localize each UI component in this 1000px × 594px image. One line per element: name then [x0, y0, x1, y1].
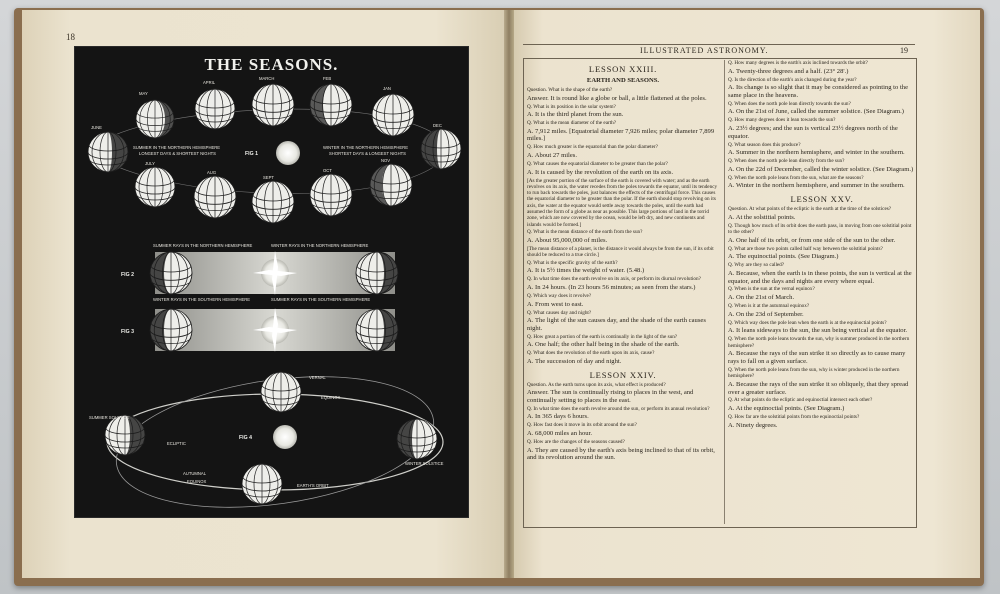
- fig4-vernal-label: VERNAL: [309, 375, 326, 380]
- question-text: Q. How many degrees is the earth's axis inclined towards the orbit?: [728, 60, 868, 66]
- answer-text: A. At the solstitial points.: [728, 213, 796, 221]
- seasons-plate: [74, 46, 469, 518]
- fig4-sun: [273, 425, 297, 449]
- question-text: Q. Though how much of its orbit does the earth pass, in moving from one solstitial point to the other?: [728, 222, 912, 236]
- question-text: Q. Is the direction of the earth's axis changed during the year?: [728, 76, 857, 83]
- answer-text: A. Because, when the earth is in these points, the sun is vertical at the equator, and the days and nights are every where equal.: [728, 269, 912, 285]
- fig2-label: FIG 2: [121, 272, 134, 278]
- header-rule: [523, 44, 915, 45]
- question-text: Q. When the north pole leans from the sun, why is winter produced in the northern hemisphere?: [728, 366, 900, 380]
- fig4-globe-autumnal: [242, 464, 282, 504]
- fig1-globe-march: [252, 84, 294, 126]
- fig1-globe-feb: [310, 84, 352, 126]
- answer-text: A. The succession of day and night.: [527, 357, 622, 365]
- answer-text: A. It is 5½ times the weight of water. (5.48.): [527, 267, 645, 275]
- lesson-heading: LESSON XXIII.: [588, 64, 658, 74]
- fig1-globe-june: [88, 132, 128, 172]
- answer-text: A. Winter in the northern hemisphere, and summer in the southern.: [728, 182, 905, 190]
- question-text: Q. In what time does the earth revolve on its axis, or perform its diurnal revolution?: [527, 276, 701, 283]
- question-text: Q. Which way does the pole lean when the earth is at the equinoctial points?: [728, 319, 887, 326]
- right-page-number: 19: [900, 46, 908, 55]
- note-text: [The mean distance of a planet, is the distance it would always be from the sun, if its orbit should be reduced to a true circle.]: [527, 245, 714, 259]
- month-label-aug: AUG: [207, 170, 217, 175]
- fig2-top-left-label: SUMMER RAYS IN THE NORTHERN HEMISPHERE: [153, 243, 253, 248]
- fig1-globe-dec: [421, 129, 461, 169]
- answer-text: A. At the equinoctial points. (See Diagram.): [728, 405, 845, 413]
- fig1-globe-july: [135, 167, 175, 207]
- month-label-feb: FEB: [323, 76, 332, 81]
- answer-text: A. About 95,000,000 of miles.: [527, 236, 608, 244]
- answer-text: A. 68,000 miles an hour.: [527, 430, 593, 438]
- question-text: Q. When does the north pole lean directly from the sun?: [728, 158, 845, 165]
- answer-text: A. 7,912 miles. [Equatorial diameter 7,926 miles; polar diameter 7,899 miles.]: [527, 127, 715, 143]
- book-gutter: [504, 10, 514, 578]
- plate-illustration: [75, 47, 468, 517]
- question-text: Q. Which way does it revolve?: [527, 292, 592, 299]
- answer-text: A. It leans sideways to the sun, the sun being vertical at the equator.: [728, 327, 908, 335]
- question-text: Q. When does the north pole lean directly towards the sun?: [728, 100, 851, 107]
- question-text: Q. What season does this produce?: [728, 141, 801, 148]
- question-text: Question. At what points of the ecliptic is the earth at the time of the solstices?: [728, 206, 892, 213]
- fig3-globe-left: [150, 309, 192, 351]
- fig4-summer-solstice-label: SUMMER SOLSTICE: [89, 415, 130, 420]
- question-text: Question. What is the shape of the earth?: [527, 87, 613, 93]
- answer-text: A. They are caused by the earth's axis being inclined to that of its orbit, and its revolution around the sun.: [527, 446, 715, 462]
- question-text: Q. What causes the equatorial diameter to be greater than the polar?: [527, 160, 668, 167]
- answer-text: A. 23½ degrees; and the sun is vertical 23½ degrees north of the equator.: [728, 125, 898, 140]
- answer-text: A. About 27 miles.: [527, 152, 578, 160]
- fig2-globe-left: [150, 252, 192, 294]
- answer-text: A. In 24 hours. (In 23 hours 56 minutes; as seen from the stars.): [527, 284, 696, 292]
- answer-text: A. Because the rays of the sun strike it so obliquely, that they spread over a greater surface.: [728, 380, 909, 396]
- question-text: Q. When the north pole leans towards the sun, why is summer produced in the northern hemisphere?: [728, 336, 910, 349]
- question-text: Q. At what points do the ecliptic and equinoctial intersect each other?: [728, 397, 873, 404]
- fig2-globe-right: [356, 252, 398, 294]
- fig4-globe-vernal: [261, 372, 301, 412]
- fig1-globe-jan: [372, 94, 414, 136]
- month-label-july: JULY: [145, 161, 155, 166]
- question-text: Q. In what time does the earth revolve around the sun, or perform its annual revolution?: [527, 405, 710, 412]
- fig4-label: FIG 4: [239, 435, 252, 441]
- fig4-winter-solstice-label: WINTER SOLSTICE: [405, 461, 444, 466]
- fig2-bottom-right-label: SUMMER RAYS IN THE SOUTHERN HEMISPHERE: [271, 297, 371, 302]
- lesson-heading: LESSON XXIV.: [589, 369, 657, 380]
- fig4-earths-orbit-label: EARTH'S ORBIT: [297, 483, 329, 488]
- answer-text: A. On the 21st of June, called the summer solstice. (See Diagram.): [728, 108, 904, 116]
- question-text: Q. How fast does it move in its orbit around the sun?: [527, 422, 637, 429]
- question-text: Q. What is its position in the solar system?: [527, 103, 616, 110]
- fig3-label: FIG 3: [121, 329, 134, 335]
- question-text: Q. What does the revolution of the earth upon its axis, cause?: [527, 350, 655, 357]
- fig2-top-right-label: WINTER RAYS IN THE NORTHERN HEMISPHERE: [271, 243, 369, 248]
- fig2-bottom-left-label: WINTER RAYS IN THE SOUTHERN HEMISPHERE: [153, 297, 251, 302]
- answer-text: A. On the 23d of September.: [728, 310, 804, 318]
- plate-title: THE SEASONS.: [204, 55, 339, 74]
- answer-text: A. Ninety degrees.: [728, 421, 778, 429]
- answer-text: A. In 365 days 6 hours.: [527, 413, 589, 421]
- answer-text: A. On the 22d of December, called the winter solstice. (See Diagram.): [728, 165, 914, 173]
- fig4-equinox-label: EQUINOX: [321, 395, 341, 400]
- fig4-equinox2-label: EQUINOX: [187, 479, 207, 484]
- month-label-march: MARCH: [259, 76, 275, 81]
- question-text: Question. As the earth turns upon its axis, what effect is produced?: [527, 381, 666, 388]
- fig4-ecliptic-label: ECLIPTIC: [167, 441, 186, 446]
- answer-text: A. From west to east.: [527, 300, 584, 308]
- month-label-jan: JAN: [383, 86, 391, 91]
- answer-text: A. Because the rays of the sun strike it so directly as to cause many rays to fall on a given surface.: [728, 350, 906, 365]
- fig4-autumnal-label: AUTUMNAL: [183, 471, 207, 476]
- fig1-sun: [276, 141, 300, 165]
- answer-text: A. Its change is so slight that it may be considered as pointing to the same place in the heavens.: [728, 84, 909, 99]
- question-text: Q. When is it at the autumnal equinox?: [728, 303, 810, 310]
- text-column-right: [724, 60, 916, 524]
- answer-text: A. Twenty-three degrees and a half. (23° 28'.): [728, 67, 849, 75]
- answer-text: A. Summer in the northern hemisphere, and winter in the southern.: [728, 149, 905, 157]
- running-head: ILLUSTRATED ASTRONOMY.: [640, 46, 769, 55]
- fig4-globe-winter: [397, 419, 437, 459]
- question-text: Q. What is the mean diameter of the earth?: [527, 120, 617, 127]
- fig1-winter-sub: SHORTEST DAYS & LONGEST NIGHTS: [329, 151, 406, 156]
- month-label-may: MAY: [139, 91, 148, 96]
- month-label-dec: DEC: [433, 123, 442, 128]
- question-text: Q. How great a portion of the earth is continually in the light of the sun?: [527, 333, 678, 340]
- answer-text: A. It is caused by the revolution of the earth on its axis.: [527, 168, 674, 176]
- answer-text: A. The light of the sun causes day, and the shade of the earth causes night.: [527, 317, 706, 332]
- fig4-globe-summer: [105, 415, 145, 455]
- fig1-globe-may: [136, 100, 174, 138]
- question-text: Q. When the north pole leans from the sun, what are the seasons?: [728, 174, 864, 181]
- fig1-summer-sub: LONGEST DAYS & SHORTEST NIGHTS: [139, 151, 216, 156]
- lesson-subheading: EARTH AND SEASONS.: [586, 77, 660, 84]
- question-text: Q. When is the sun at the vernal equinox?: [728, 286, 815, 293]
- answer-text: A. On the 21st of March.: [728, 294, 795, 302]
- fig1-globe-oct: [310, 174, 352, 216]
- question-text: Q. Why are they so called?: [728, 262, 785, 269]
- month-label-nov: NOV: [381, 158, 391, 163]
- question-text: Q. How many degrees does it lean towards the sun?: [728, 117, 836, 124]
- question-text: Q. What causes day and night?: [527, 309, 592, 316]
- answer-text: A. The equinoctial points. (See Diagram.): [728, 253, 839, 261]
- answer-text: Answer. The sun is continually rising to places in the west, and continually setting to places in the east.: [527, 389, 694, 404]
- answer-text: A. One half of its orbit, or from one side of the sun to the other.: [728, 236, 896, 244]
- fig1-globe-april: [195, 89, 235, 129]
- question-text: Q. How much greater is the equatorial than the polar diameter?: [527, 144, 658, 151]
- answer-text: A. It is the third planet from the sun.: [527, 111, 624, 119]
- month-label-oct: OCT: [323, 168, 332, 173]
- question-text: Q. How are the changes of the seasons caused?: [527, 438, 625, 445]
- fig1-label: FIG 1: [245, 151, 258, 157]
- answer-text: Answer. It is round like a globe or ball, a little flattened at the poles.: [527, 94, 707, 102]
- fig1-globe-nov: [370, 164, 412, 206]
- note-text: [As the greater portion of the surface of the earth is covered with water; and as the earth revolves on its axis, the water recedes from the poles towards the equator, until its tendency to run back towards the poles, just balances the effects of the centrifugal force. This causes the equatorial diameter to be greater than the polar. If the earth should stop revolving on its axis, the water at the equator would settle away towards the poles, until the earth had assumed the form of a globe as near as possible. This large portions of land in the torrid zone, which are now covered by the ocean, would be left dry, and new continents and islands would be formed.]: [527, 177, 718, 228]
- month-label-june: JUNE: [91, 125, 102, 130]
- question-text: Q. How far are the solstitial points from the equinoctial points?: [728, 413, 860, 420]
- question-text: Q. What is the mean distance of the earth from the sun?: [527, 229, 643, 236]
- answer-text: A. One half; the other half being in the shade of the earth.: [527, 341, 680, 349]
- fig1-globe-sept: [252, 181, 294, 223]
- month-label-april: APRIL: [203, 80, 216, 85]
- fig1-globe-aug: [194, 176, 236, 218]
- question-text: Q. What is the specific gravity of the earth?: [527, 259, 618, 266]
- fig1-summer-note: SUMMER IN THE NORTHERN HEMISPHERE: [133, 145, 221, 150]
- text-column-left: [527, 60, 719, 524]
- question-text: Q. What are those two points called half way between the solstitial points?: [728, 245, 883, 252]
- left-page-number: 18: [66, 32, 75, 42]
- fig3-globe-right: [356, 309, 398, 351]
- month-label-sept: SEPT: [263, 175, 274, 180]
- fig1-winter-note: WINTER IN THE NORTHERN HEMISPHERE: [323, 145, 408, 150]
- lesson-heading: LESSON XXV.: [790, 194, 854, 205]
